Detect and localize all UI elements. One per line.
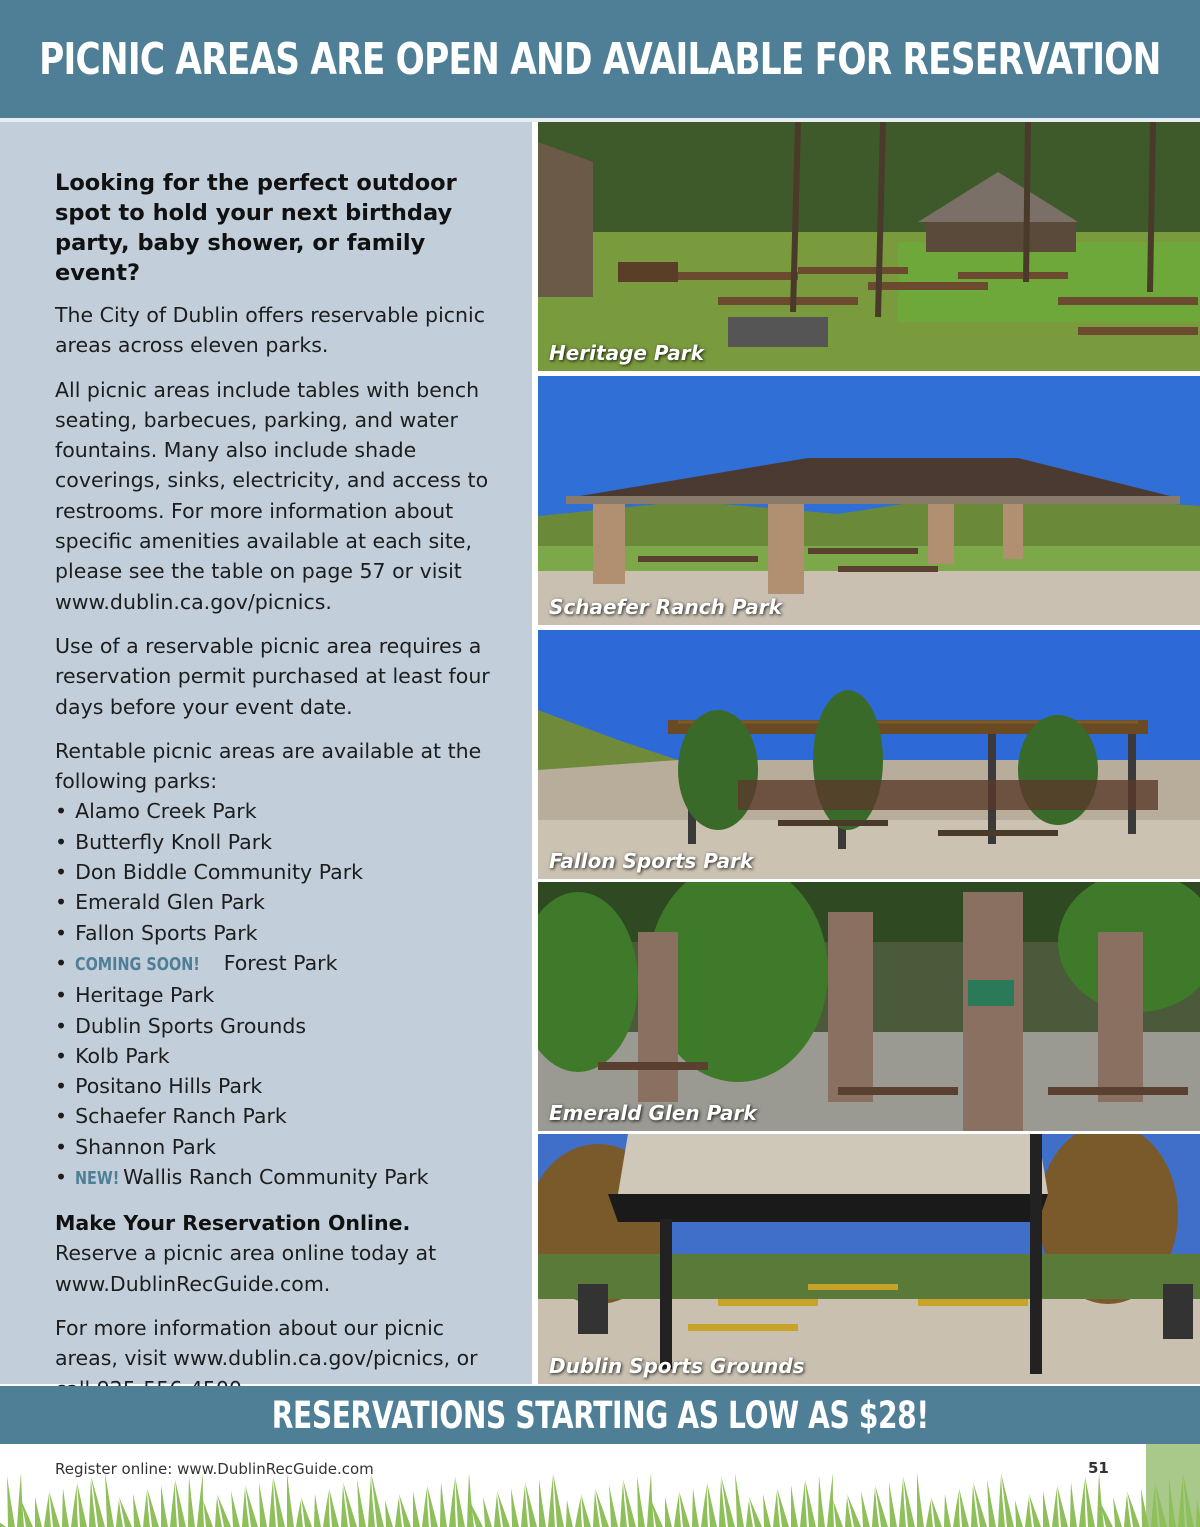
grass-blade	[89, 1479, 96, 1527]
grass-blade	[62, 1488, 69, 1527]
park-tag: COMING SOON!	[75, 953, 200, 975]
photo-caption: Emerald Glen Park	[549, 1101, 757, 1125]
bullet-icon: •	[55, 890, 68, 915]
photo-heritage-park	[538, 122, 1200, 371]
grass-blade	[665, 1497, 672, 1527]
grass-blade	[679, 1491, 690, 1527]
grass-blade	[133, 1494, 141, 1527]
grass-blade	[44, 1494, 51, 1527]
grass-blade	[17, 1473, 24, 1527]
heritage-park-image	[538, 122, 1200, 371]
parks-list-intro: Rentable picnic areas are available at the following parks:	[55, 738, 482, 794]
grass-blade	[287, 1473, 294, 1527]
grass-blade	[889, 1482, 897, 1527]
page-title: PICNIC AREAS ARE OPEN AND AVAILABLE FOR RESERVATION	[39, 33, 1161, 85]
grass-blade	[301, 1497, 312, 1527]
grass-blade	[805, 1479, 816, 1527]
grass-blade	[1043, 1491, 1050, 1527]
grass-blade	[413, 1491, 420, 1527]
grass-blade	[7, 1476, 15, 1527]
photo-caption: Dublin Sports Grounds	[549, 1354, 805, 1378]
grass-blade	[581, 1494, 591, 1527]
permit-paragraph: Use of a reservable picnic area requires a reservation permit purchased at least four days before your event date.	[55, 633, 490, 719]
grass-blade	[827, 1473, 834, 1527]
grass-blade	[49, 1491, 60, 1527]
grass-blade	[215, 1497, 222, 1527]
park-name: Wallis Ranch Community Park	[123, 1165, 429, 1190]
bullet-icon: •	[55, 860, 68, 885]
grass-blade	[483, 1497, 492, 1527]
grass-blade	[926, 1500, 933, 1527]
grass-blade	[566, 1500, 573, 1527]
amenities-paragraph: All picnic areas include tables with bench seating, barbecues, parking, and water fountains. Many also include shade coverings, sinks, electricity, and access to restrooms. For more information about specific amenities available at each site, please see the table on page 57 or visit www.dublin.ca.gov/picnics.	[55, 377, 489, 614]
grass-blade	[71, 1485, 78, 1527]
grass-blade	[170, 1482, 177, 1527]
grass-blade	[440, 1482, 447, 1527]
grass-blade	[719, 1479, 726, 1527]
grass-blade	[385, 1500, 393, 1527]
grass-blade	[872, 1488, 879, 1527]
photo-schaefer-ranch-park	[538, 376, 1200, 625]
grass-blade	[1169, 1479, 1176, 1527]
grass-blade	[987, 1479, 996, 1527]
grass-blade	[105, 1473, 114, 1527]
grass-blade	[259, 1482, 267, 1527]
grass-blade	[791, 1485, 798, 1527]
grass-blade	[1070, 1482, 1077, 1527]
grass-blade	[1097, 1473, 1104, 1527]
park-name: Kolb Park	[75, 1043, 170, 1068]
bullet-icon: •	[55, 829, 68, 854]
grass-blade	[553, 1473, 564, 1527]
grass-blade	[422, 1488, 429, 1527]
grass-blade	[620, 1482, 627, 1527]
park-name: Alamo Creek Park	[75, 799, 257, 824]
bullet-icon: •	[55, 799, 68, 824]
grass-blade	[763, 1494, 771, 1527]
park-name: Fallon Sports Park	[75, 920, 258, 945]
park-name: Positano Hills Park	[75, 1074, 263, 1099]
grass-blade	[707, 1482, 717, 1527]
grass-blade	[329, 1488, 339, 1527]
grass-blade	[845, 1497, 852, 1527]
park-list-item	[55, 1011, 512, 1041]
reservation-heading: Make Your Reservation Online.	[55, 1211, 411, 1236]
grass-blade	[188, 1476, 195, 1527]
page-number: 51	[1088, 1459, 1109, 1477]
photo-caption: Heritage Park	[549, 341, 704, 365]
photo-column	[538, 122, 1200, 1384]
grass-blade	[35, 1497, 42, 1527]
photo-caption: Schaefer Ranch Park	[549, 595, 782, 619]
reservation-text: Reserve a picnic area online today at www.DublinRecGuide.com.	[55, 1241, 437, 1296]
grass-blade	[944, 1494, 951, 1527]
grass-blade	[511, 1488, 519, 1527]
footer-register-url[interactable]: Register online: www.DublinRecGuide.com	[55, 1460, 374, 1478]
emerald-glen-park-image	[538, 882, 1200, 1131]
grass-blade	[637, 1476, 645, 1527]
more-info-text: For more information about our picnic areas, visit www.dublin.ca.gov/picnics, or	[55, 1315, 478, 1371]
park-name: Shannon Park	[75, 1134, 217, 1159]
park-list-item	[55, 1101, 512, 1131]
schaefer-ranch-park-image	[538, 376, 1200, 625]
park-list-item	[55, 857, 512, 887]
header-banner	[0, 0, 1200, 122]
grass-blade	[314, 1494, 321, 1527]
grass-blade	[692, 1488, 699, 1527]
grass-blade	[953, 1491, 960, 1527]
pricing-banner-text: RESERVATIONS STARTING AS LOW AS $28!	[271, 1393, 929, 1437]
grass-blade	[861, 1491, 870, 1527]
grass-blade	[1196, 1500, 1200, 1527]
grass-blade	[1183, 1473, 1194, 1527]
grass-blade	[539, 1479, 546, 1527]
bullet-icon: •	[55, 950, 68, 975]
park-name: Dublin Sports Grounds	[75, 1013, 307, 1038]
bullet-icon: •	[55, 1074, 68, 1099]
grass-blade	[575, 1497, 582, 1527]
grass-blade	[161, 1485, 168, 1527]
grass-blade	[296, 1500, 303, 1527]
bullet-icon: •	[55, 1013, 68, 1038]
park-list-item	[55, 827, 512, 857]
intro-paragraph-1: The City of Dublin offers reservable picnic areas across eleven parks.	[55, 303, 485, 358]
park-list-item	[55, 887, 512, 917]
grass-blade	[735, 1473, 744, 1527]
grass-blade	[368, 1476, 375, 1527]
grass-blade	[971, 1485, 978, 1527]
grass-decoration	[0, 1467, 1200, 1527]
grass-blade	[1052, 1488, 1059, 1527]
grass-blade	[427, 1485, 438, 1527]
grass-blade	[674, 1494, 681, 1527]
grass-blade	[800, 1482, 807, 1527]
bullet-icon: •	[55, 1043, 68, 1068]
photo-fallon-sports-park	[538, 630, 1200, 879]
grass-blade	[323, 1491, 330, 1527]
grass-blade	[818, 1476, 825, 1527]
info-panel	[0, 122, 535, 1384]
park-tag: NEW!	[75, 1168, 120, 1190]
grass-blade	[449, 1479, 456, 1527]
park-list-item	[55, 1132, 512, 1162]
park-name: Heritage Park	[75, 983, 215, 1008]
grass-blade	[0, 1509, 6, 1527]
grass-blade	[917, 1473, 924, 1527]
grass-blade	[203, 1500, 213, 1527]
grass-blade	[998, 1476, 1005, 1527]
grass-blade	[959, 1488, 969, 1527]
photo-dublin-sports-grounds	[538, 1134, 1200, 1384]
bullet-icon: •	[55, 920, 68, 945]
grass-blade	[593, 1491, 600, 1527]
grass-blade	[1015, 1500, 1023, 1527]
grass-blade	[1057, 1485, 1068, 1527]
park-list-item	[55, 948, 512, 980]
grass-blade	[1113, 1497, 1122, 1527]
park-list-item	[55, 796, 512, 826]
grass-blade	[341, 1485, 348, 1527]
grass-blade	[231, 1491, 240, 1527]
park-list-item	[55, 980, 512, 1010]
bullet-icon: •	[55, 1104, 68, 1129]
park-list-item	[55, 1071, 512, 1101]
park-list-item	[55, 918, 512, 948]
grass-blade	[77, 1482, 87, 1527]
grass-blade	[647, 1473, 654, 1527]
bullet-icon: •	[55, 1165, 68, 1190]
park-list-item	[55, 1041, 512, 1071]
parks-list	[55, 796, 512, 1194]
grass-blade	[701, 1485, 708, 1527]
park-name: Emerald Glen Park	[75, 890, 265, 915]
park-name: Forest Park	[223, 950, 338, 975]
fallon-sports-park-image	[538, 630, 1200, 879]
grass-blade	[175, 1479, 186, 1527]
photo-emerald-glen-park	[538, 882, 1200, 1131]
grass-blade	[1079, 1479, 1086, 1527]
dublin-sports-grounds-image	[538, 1134, 1200, 1384]
grass-blade	[242, 1488, 249, 1527]
grass-blade	[1141, 1488, 1149, 1527]
intro-heading: Looking for the perfect outdoor spot to hold your next birthday party, baby shower, or family event?	[55, 170, 457, 286]
bullet-icon: •	[55, 983, 68, 1008]
grass-blade	[1124, 1494, 1131, 1527]
park-name: Schaefer Ranch Park	[75, 1104, 287, 1129]
park-name: Don Biddle Community Park	[75, 860, 364, 885]
photo-caption: Fallon Sports Park	[549, 849, 754, 873]
grass-blade	[455, 1476, 465, 1527]
grass-blade	[357, 1479, 366, 1527]
grass-blade	[494, 1494, 501, 1527]
park-name: Butterfly Knoll Park	[75, 829, 273, 854]
grass-blade	[467, 1473, 474, 1527]
bullet-icon: •	[55, 1134, 68, 1159]
park-list-item	[55, 1162, 512, 1194]
grass-blade	[833, 1500, 843, 1527]
grass-blade	[931, 1497, 942, 1527]
grass-blade	[197, 1473, 204, 1527]
grass-blade	[609, 1485, 618, 1527]
pricing-banner	[0, 1386, 1200, 1444]
grass-blade	[1085, 1476, 1095, 1527]
